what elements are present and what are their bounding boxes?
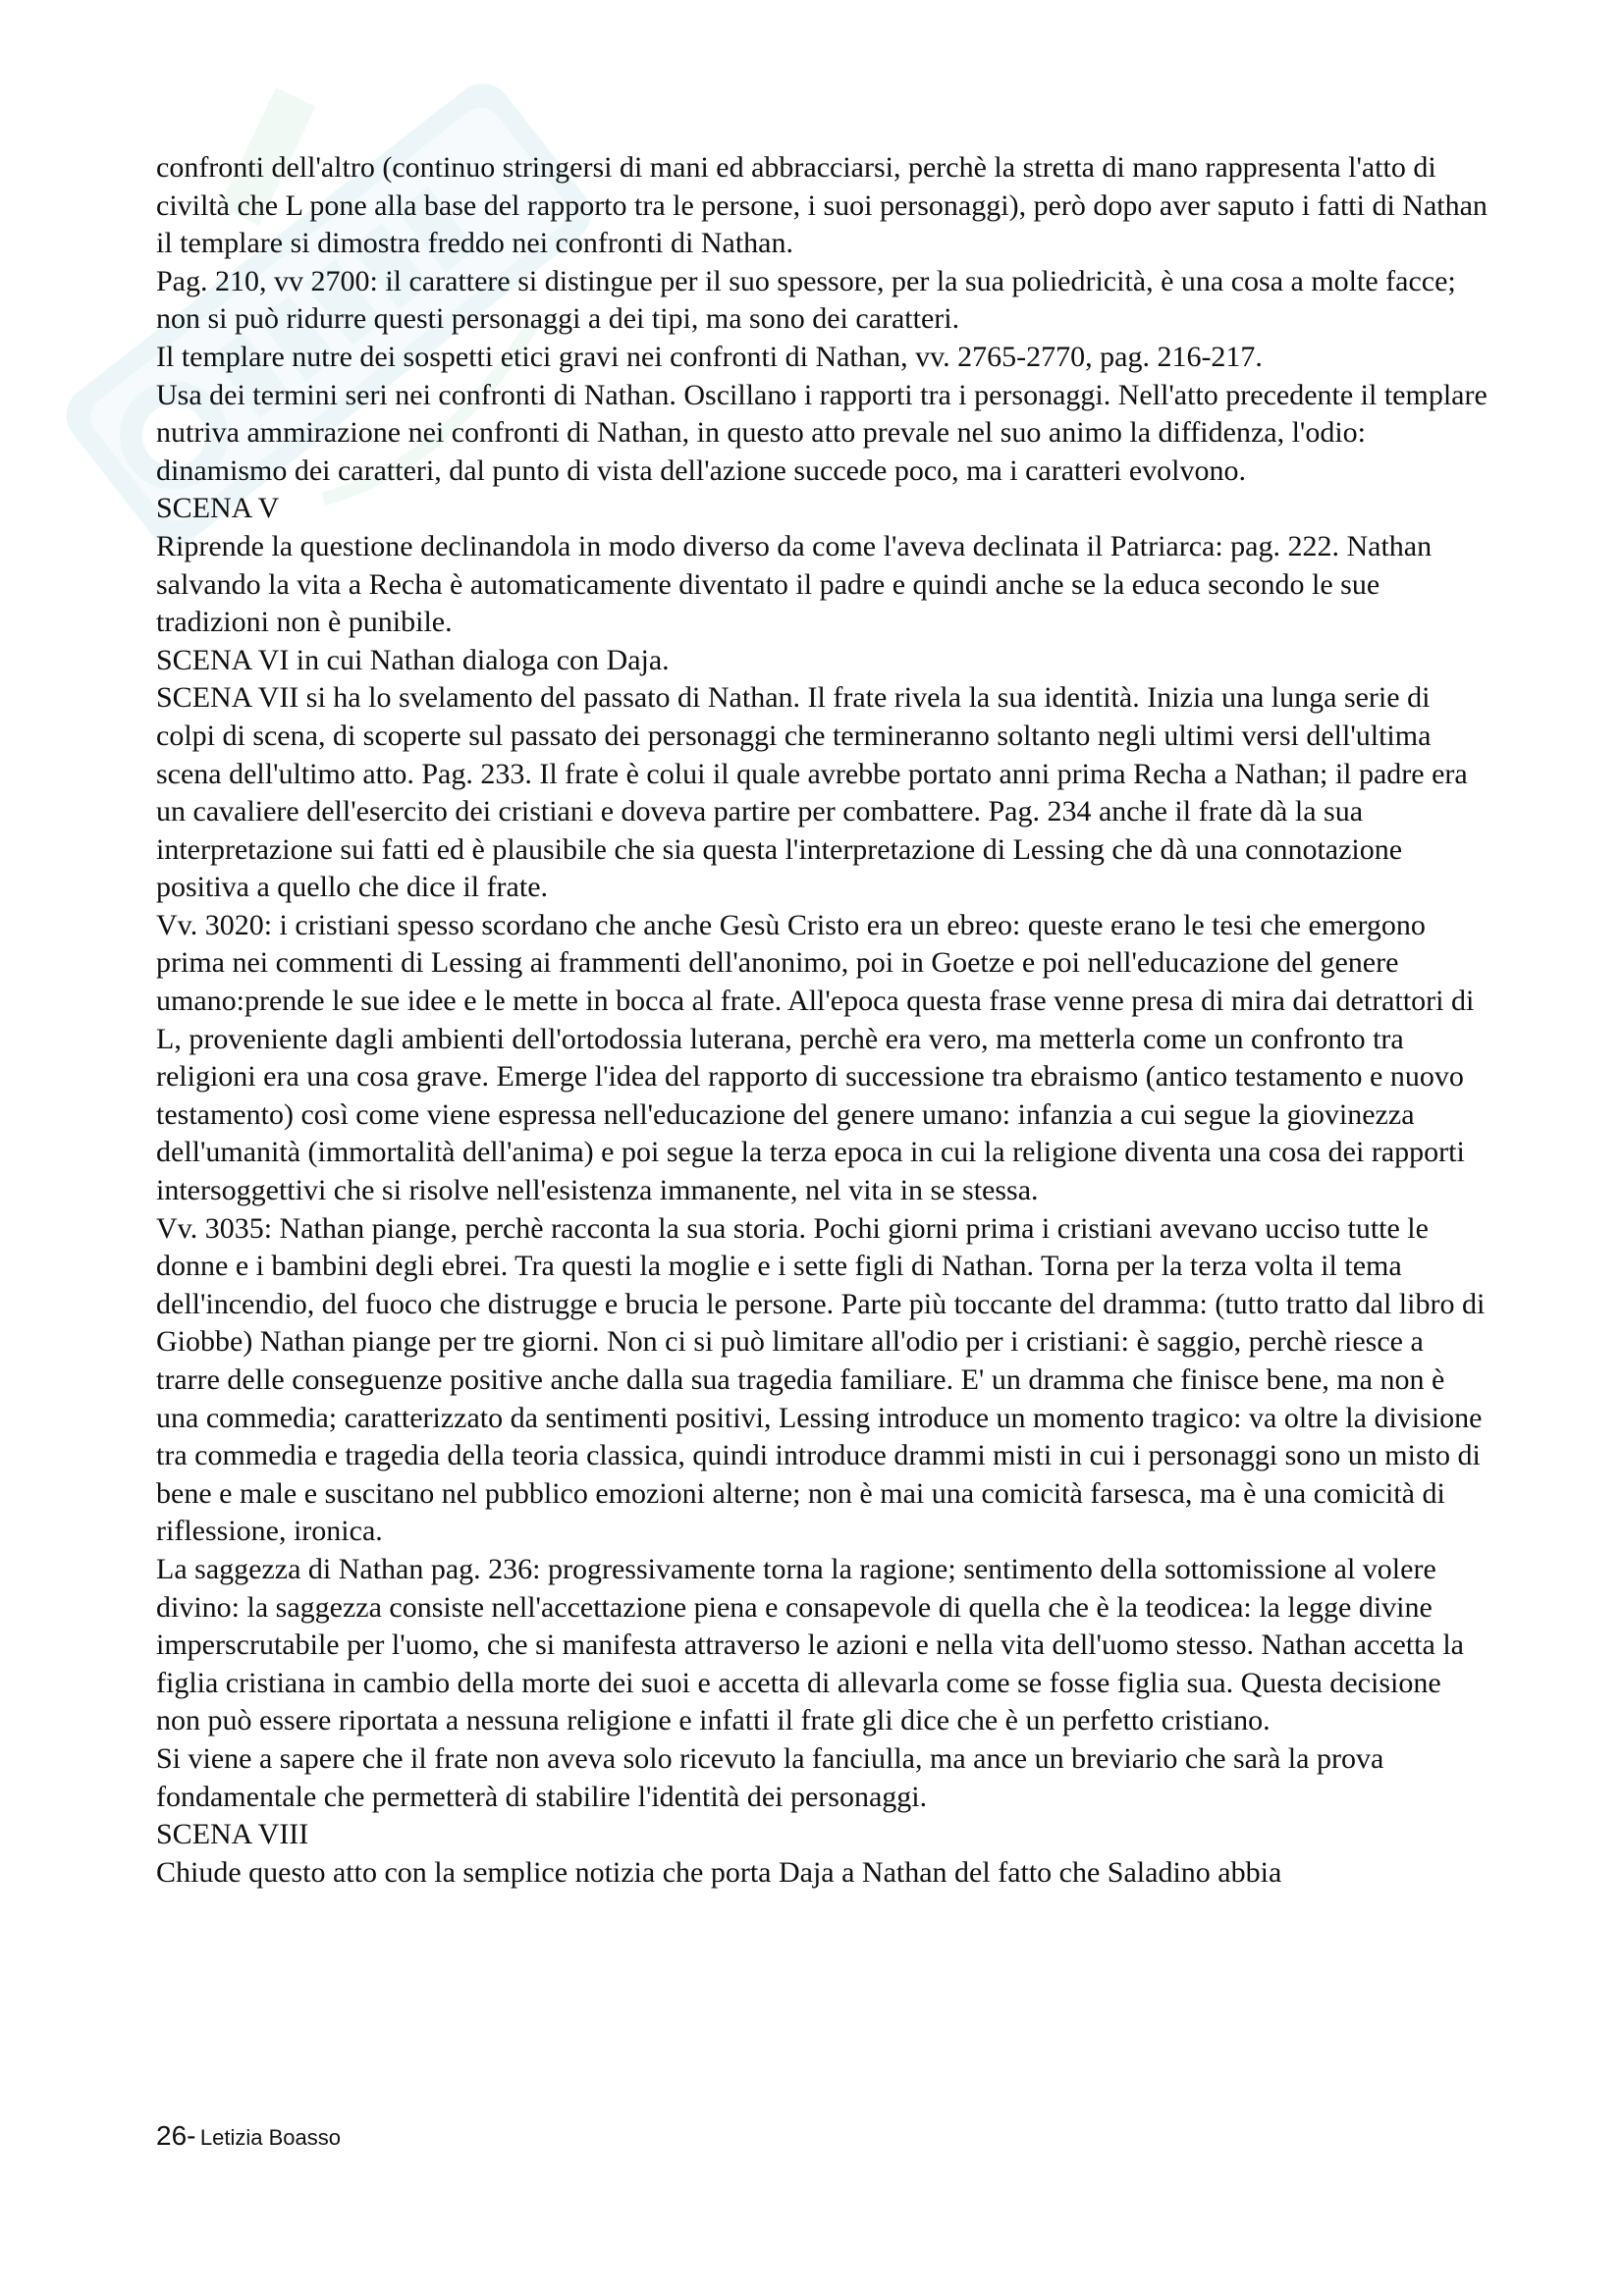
paragraph: Il templare nutre dei sospetti etici gravi nei confronti di Nathan, vv. 2765-2770, pag. 216-217. <box>156 340 1263 373</box>
paragraph: Riprende la questione declinandola in modo diverso da come l'aveva declinata il Patriarca: pag. 222. Nathan salvando la vita a Recha è automaticamente diventato il padre e quindi anche se la educa secondo le sue tradizioni non è punibile. <box>156 529 1433 639</box>
paragraph: Vv. 3035: Nathan piange, perchè racconta la sua storia. Pochi giorni prima i cristiani avevano ucciso tutte le donne e i bambini degli ebrei. Tra questi la moglie e i sette figli di Nathan. Torna per la terza volta il tema dell'incendio, del fuoco che distrugge e brucia le persone. Parte più toccante del dramma: (tutto tratto dal libro di Giobbe) Nathan piange per tre giorni. Non ci si può limitare all'odio per i cristiani: è saggio, perchè riesce a trarre delle conseguenze positive anche dalla sua tragedia familiare. E' un dramma che finisce bene, ma non è una commedia; caratterizzato da sentimenti positivi, Lessing introduce un momento tragico: va oltre la divisione tra commedia e tragedia della teoria classica, quindi introduce drammi misti in cui i personaggi sono un misto di bene e male e suscitano nel pubblico emozioni alterne; non è mai una comicità farsesca, ma è una comicità di riflessione, ironica. <box>156 1211 1486 1548</box>
paragraph: Usa dei termini seri nei confronti di Nathan. Oscillano i rapporti tra i personaggi. Nell'atto precedente il templare nutriva ammirazione nei confronti di Nathan, in questo atto prevale nel suo animo la diffidenza, l'odio: dinamismo dei caratteri, dal punto di vista dell'azione succede poco, ma i caratteri evolvono. <box>156 378 1488 487</box>
paragraph: SCENA VII si ha lo svelamento del passato di Nathan. Il frate rivela la sua identità. Inizia una lunga serie di colpi di scena, di scoperte sul passato dei personaggi che termineranno soltanto negli ultimi versi dell'ultima scena dell'ultimo atto. Pag. 233. Il frate è colui il quale avrebbe portato anni prima Recha a Nathan; il padre era un cavaliere dell'esercito dei cristiani e doveva partire per combattere. Pag. 234 anche il frate dà la sua interpretazione sui fatti ed è plausibile che sia questa l'interpretazione di Lessing che dà una connotazione positiva a quello che dice il frate. <box>156 681 1468 904</box>
scene-heading: SCENA VI in cui Nathan dialoga con Daja. <box>156 643 670 676</box>
page-footer <box>156 2120 341 2152</box>
paragraph: Vv. 3020: i cristiani spesso scordano che anche Gesù Cristo era un ebreo: queste erano le tesi che emergono prima nei commenti di Lessing ai frammenti dell'anonimo, poi in Goetze e poi nell'educazione del genere umano:prende le sue idee e le mette in bocca al frate. All'epoca questa frase venne presa di mira dai detrattori di L, proveniente dagli ambienti dell'ortodossia luterana, perchè era vero, ma metterla come un confronto tra religioni era una cosa grave. Emerge l'idea del rapporto di successione tra ebraismo (antico testamento e nuovo testamento) così come viene espressa nell'educazione del genere umano: infanzia a cui segue la giovinezza dell'umanità (immortalità dell'anima) e poi segue la terza epoca in cui la religione diventa una cosa dei rapporti intersoggettivi che si risolve nell'esistenza immanente, nel vita in se stessa. <box>156 908 1475 1207</box>
paragraph: Chiude questo atto con la semplice notizia che porta Daja a Nathan del fatto che Saladino abbia <box>156 1855 1282 1889</box>
paragraph: La saggezza di Nathan pag. 236: progressivamente torna la ragione; sentimento della sottomissione al volere divino: la saggezza consiste nell'accettazione piena e consapevole di quella che è la teodicea: la legge divine imperscrutabile per l'uomo, che si manifesta attraverso le azioni e nella vita dell'uomo stesso. Nathan accetta la figlia cristiana in cambio della morte dei suoi e accetta di allevarla come se fosse figlia sua. Questa decisione non può essere riportata a nessuna religione e infatti il frate gli dice che è un perfetto cristiano. <box>156 1552 1464 1737</box>
page-number: 26- <box>156 2120 196 2151</box>
paragraph: confronti dell'altro (continuo stringersi di mani ed abbracciarsi, perchè la stretta di mano rappresenta l'atto di civiltà che L pone alla base del rapporto tra le persone, i suoi personaggi), però dopo aver saputo i fatti di Nathan il templare si dimostra freddo nei confronti di Nathan. <box>156 151 1488 260</box>
scene-heading: SCENA VIII <box>156 1818 309 1851</box>
paragraph: Si viene a sapere che il frate non aveva solo ricevuto la fanciulla, ma ance un breviario che sarà la prova fondamentale che permetterà di stabilire l'identità dei personaggi. <box>156 1741 1384 1813</box>
footer-author: Letizia Boasso <box>199 2125 342 2150</box>
scene-heading: SCENA V <box>156 492 280 525</box>
paragraph: Pag. 210, vv 2700: il carattere si distingue per il suo spessore, per la sua poliedricità, è una cosa a molte facce; non si può ridurre questi personaggi a dei tipi, ma sono dei caratteri. <box>156 264 1456 336</box>
page-body <box>156 149 1491 1892</box>
